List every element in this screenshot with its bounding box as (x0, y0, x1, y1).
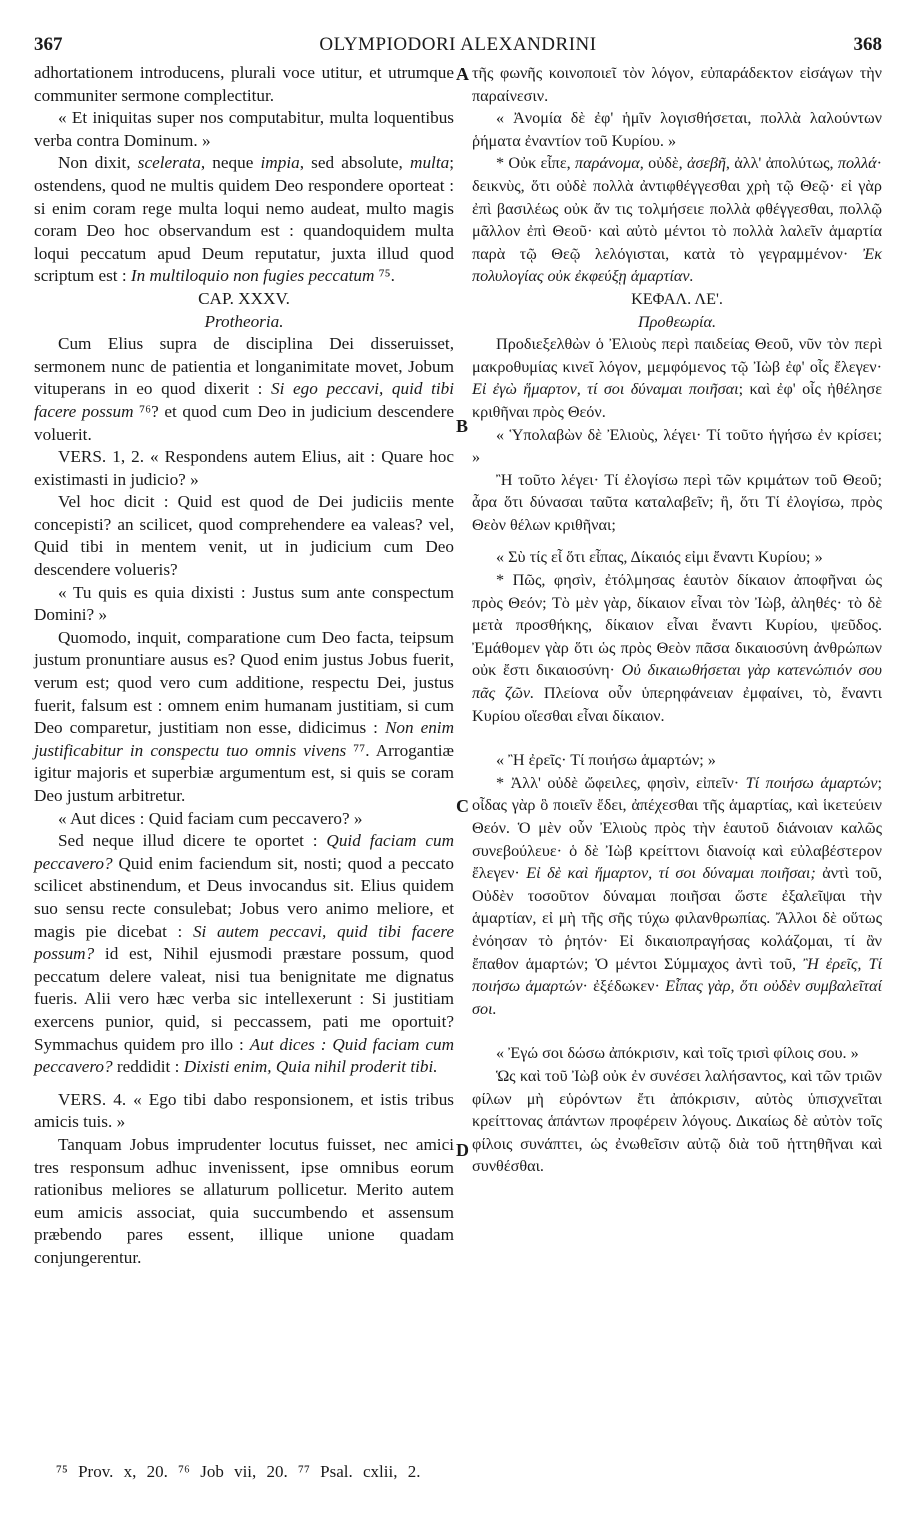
greek-para: * Πῶς, φησὶν, ἐτόλμησας ἑαυτὸν δίκαιον ἀποφῆναι ὡς πρὸς Θεόν; Τὸ μὲν γὰρ, δίκαιον εἶναι τὸν Ἰὼβ, ἀληθές· τὸ δὲ μετὰ προσθήκης, δίκαιον εἶναι ἔναντι Κυρίου, ψεῦδος. Ἐμάθομεν γὰρ ὅτι ὡς πρὸς Θεὸν πᾶσα δικαιοσύνη ἀνθρώπων οὐκ ἔστι δικαιοσύνη· Οὐ δικαιωθήσεται γὰρ κατενώπιόν σου πᾶς ζῶν. Πλείονα οὖν ὑπερηφάνειαν ἐμφαίνει, τὸ, ἔναντι Κυρίου οἴεσθαι εἶναι δίκαιον. (472, 571, 882, 725)
greek-protheoria-heading: Προθεωρία. (637, 312, 717, 331)
latin-para: adhortationem introducens, plurali voce utitur, et utrumque communiter sermone complectitur. (34, 63, 454, 105)
latin-verse: « Aut dices : Quid faciam cum peccavero? » (58, 808, 363, 828)
latin-para: Cum Elius supra de disciplina Dei disseruisset, sermonem nunc de patientia et longanimitate movet, Jobum vituperans in eo quod dixerit : Si ego peccavi, quid tibi facere possum ⁷⁶? et quod cum Deo in judicium descendere voluerit. (34, 334, 455, 444)
latin-verse: « Tu quis es quia dixisti : Justus sum ante conspectum Domini? » (34, 582, 454, 625)
latin-para: Quomodo, inquit, comparatione cum Deo facta, teipsum justum pronuntiare ausus es? Quod enim justus Jobus fuerit, verum est; quod vero cum additione, respectu Dei, justus fuerit, falsum est : omnem enim humanam justitiam, si cum Deo comparetur, justitiam non esse, didicimus : Non enim justificabitur in conspectu tuo omnis vivens ⁷⁷. Arrogantiæ igitur majoris et superbiæ argumentum est, si quis se coram Deo justum arbitretur. (34, 627, 454, 805)
section-marker-d: D (456, 1140, 469, 1160)
running-title: OLYMPIODORI ALEXANDRINI (319, 34, 597, 55)
greek-para: * Ἀλλ' οὐδὲ ὤφειλες, φησὶν, εἰπεῖν· Τί ποιήσω ἁμαρτών; οἶδας γὰρ ὃ ποιεῖν ἔδει, ἀπέχεσθαι τῆς ἁμαρτίας, καὶ ἱκετεύειν Θεόν. Ὁ μὲν οὖν Ἐλιοὺς πρὸς τὴν ἑαυτοῦ διάνοιαν καλῶς συνεβούλευε· ὁ δὲ Ἰὼβ κρείττονι διανοίᾳ καὶ εὐλαβέστερον ἔλεγεν· Εἰ δὲ καὶ ἥμαρτον, τί σοι δύναμαι ποιῆσαι; ἀντὶ τοῦ, Οὐδὲν τοσοῦτον δύναμαι ποιῆσαι ὥστε ἐξαλεῖψαι τὴν ἁμαρτίαν, εἰ μὴ τῆς σῆς τύχω φιλανθρωπίας. Ἄλλοι δὲ οὕτως ἐνόησαν τὸ ῥητόν· Εἰ δικαιοπραγήσας κολάζομαι, τί ἂν ἔπαθον ἁμαρτών; Ὁ μέντοι Σύμμαχος ἀντὶ τοῦ, Ἢ ἐρεῖς, Τί ποιήσω ἁμαρτών· ἐξέδωκεν· Εἶπας γὰρ, ὅτι οὐδὲν συμβαλεῖταί σοι. (472, 773, 882, 1018)
section-marker-a: A (456, 64, 469, 84)
greek-verse: « Ἢ ἐρεῖς· Τί ποιήσω ἁμαρτών; » (496, 751, 716, 770)
latin-para: Vel hoc dicit : Quid est quod de Dei judiciis mente concepisti? an scilicet, quod comprehendere ea valeas? vel, Quid tibi in mentem venit, ut in judicium cum Deo descendere volueris? (34, 492, 454, 580)
latin-para: Tanquam Jobus imprudenter locutus fuisset, nec amici tres responsum adhuc invenissent, ipse omnibus eorum rationibus meliores se allaturum pollicetur. Merito autem eum amicis associat, quia succumbendo et assensum præbendo pares essent, illique unione quadam conjungerentur. (34, 1134, 454, 1267)
latin-verse: « Et iniquitas super nos computabitur, multa loquentibus verba contra Dominum. » (34, 108, 454, 150)
greek-para: τῆς φωνῆς κοινοποιεῖ τὸν λόγον, εὐπαράδεκτον εἰσάγων τὴν παραίνεσιν. (472, 64, 882, 105)
right-page-number: 368 (853, 34, 882, 55)
greek-para: Ὡς καὶ τοῦ Ἰὼβ οὐκ ἐν συνέσει λαλήσαντος, καὶ τῶν τριῶν φίλων μὴ εὑρόντων ἔτι ἀπόκρισιν, αὐτὸς ὑπισχνεῖται κρείττονας ἁπάντων προφέρειν λόγους. Δικαίως δὲ αὐτὸν τοῖς φίλοις συνάπτει, ὡς ἐνωθεῖσιν αὐτῷ διὰ τοῦ ἡττηθῆναι καὶ συνθέσθαι. (472, 1066, 882, 1176)
greek-verse: « Ἀνομία δὲ ἐφ' ἡμῖν λογισθήσεται, πολλὰ λαλούντων ῥήματα ἐναντίον τοῦ Κυρίου. » (472, 109, 882, 150)
left-page-number: 367 (34, 34, 63, 55)
section-marker-c: C (456, 796, 469, 816)
latin-protheoria-heading: Protheoria. (204, 311, 284, 331)
greek-verse: « Ὑπολαβὼν δὲ Ἐλιοὺς, λέγει· Τί τοῦτο ἡγήσω ἐν κρίσει; » (472, 425, 882, 467)
latin-verse: VERS. 1, 2. « Respondens autem Elius, ait : Quare hoc existimasti in judicio? » (34, 447, 454, 489)
latin-chapter-heading: CAP. XXXV. (198, 288, 290, 308)
greek-para: Ἢ τοῦτο λέγει· Τί ἐλογίσω περὶ τῶν κριμάτων τοῦ Θεοῦ; ἆρα ὅτι δύνασαι ταῦτα καταλαβεῖν; ἢ, ὅτι Τί ἐλογίσω, πρὸς Θεὸν θέλων κριθῆναι; (472, 470, 882, 534)
section-marker-b: B (456, 416, 469, 436)
greek-para: Προδιεξελθὼν ὁ Ἐλιοὺς περὶ παιδείας Θεοῦ, νῦν τὸν περὶ μακροθυμίας κινεῖ λόγον, μεμφόμενος τῷ Ἰὼβ ἐφ' οἷς ἔλεγεν· Εἰ ἐγὼ ἥμαρτον, τί σοι δύναμαι ποιῆσαι; καὶ ἐφ' οἷς ἠθέλησε κριθῆναι πρὸς Θεόν. (472, 335, 882, 421)
latin-verse: VERS. 4. « Ego tibi dabo responsionem, et istis tribus amicis tuis. » (34, 1089, 454, 1132)
greek-para: * Οὐκ εἶπε, παράνομα, οὐδὲ, ἀσεβῆ, ἀλλ' ἀπολύτως, πολλά· δεικνὺς, ὅτι οὐδὲ πολλὰ ἀντιφθέγγεσθαι χρὴ τῷ Θεῷ· εἰ γὰρ ἐπὶ βασιλέως οὐκ ἄν τις τολμήσειε πολλὰ φθέγγεσθαι, πολλῷ μᾶλλον ἐπὶ Θεοῦ· καὶ αὐτὸ μέντοι τὸ πολλὰ λαλεῖν ἁμαρτία παρὰ τῷ Θεῷ λελόγισται, κατὰ τὸ γεγραμμένον· Ἐκ πολυλογίας οὐκ ἐκφεύξῃ ἁμαρτίαν. (472, 154, 882, 286)
greek-column (472, 62, 882, 1178)
latin-column (34, 62, 454, 1269)
greek-chapter-heading: ΚΕΦΑΛ. ΛΕ'. (631, 289, 723, 308)
latin-para: Non dixit, scelerata, neque impia, sed absolute, multa; ostendens, quod ne multis quidem Deo respondere oporteat : si enim coram rege multa loqui nemo audeat, multo magis coram Deo hoc observandum est : quandoquidem multa loqui peccatum apud Deum reputatur, juxta illud quod scriptum est : In multiloquio non fugies peccatum ⁷⁵. (34, 153, 454, 286)
greek-verse: « Ἐγώ σοι δώσω ἀπόκρισιν, καὶ τοῖς τρισὶ φίλοις σου. » (496, 1044, 859, 1063)
footnotes: ⁷⁵ Prov. x, 20. ⁷⁶ Job vii, 20. ⁷⁷ Psal. cxlii, 2. (56, 1462, 421, 1481)
running-header (34, 34, 882, 56)
latin-para: Sed neque illud dicere te oportet : Quid faciam cum peccavero? Quid enim faciendum sit, nosti; quod a peccato scilicet abstinendum, et Deus invocandus sit. Elius quidem suo sensu recte consulebat; Jobus vero animo meliore, et magis pie dicebat : Si autem peccavi, quid tibi facere possum? id est, Nihil ejusmodi præstare possum, quod peccatum delere valeat, nisi tua benignitate me dignatus fueris. Alii vero hæc verba sic intellexerunt : Si justitiam exercens punior, quid, si peccassem, pati me oportuit? Symmachus quidem pro illo : Aut dices : Quid faciam cum peccavero? reddidit : Dixisti enim, Quia nihil proderit tibi. (34, 831, 454, 1077)
greek-verse: « Σὺ τίς εἶ ὅτι εἶπας, Δίκαιός εἰμι ἔναντι Κυρίου; » (496, 548, 823, 567)
